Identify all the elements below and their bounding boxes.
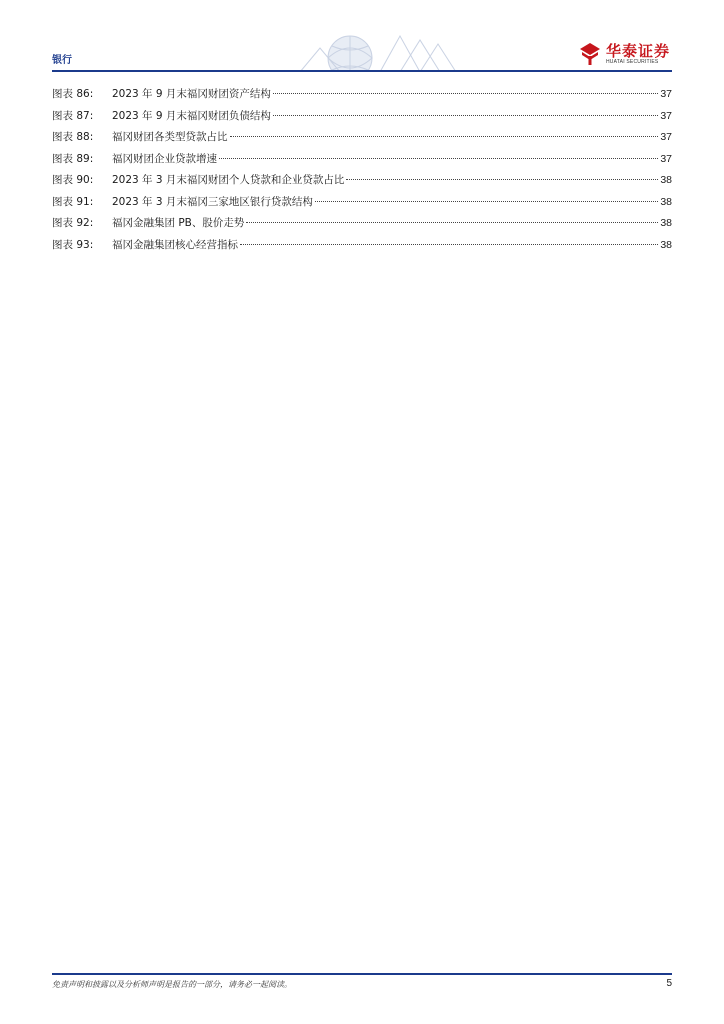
toc-title: 2023 年 3 月末福冈三家地区银行贷款结构 [112, 195, 313, 208]
toc-title: 2023 年 9 月末福冈财团负债结构 [112, 109, 271, 122]
footer-rule [52, 973, 672, 975]
header-rule [52, 70, 672, 72]
toc-leader [315, 200, 658, 202]
toc-label: 图表 89: [52, 152, 94, 165]
toc-entry[interactable] [52, 108, 672, 130]
footer-disclaimer: 免责声明和披露以及分析师声明是报告的一部分，请务必一起阅读。 [52, 980, 292, 989]
toc-entry[interactable] [52, 129, 672, 151]
toc-title: 福冈财团各类型贷款占比 [112, 131, 228, 143]
toc-label: 图表 92: [52, 217, 94, 229]
toc-leader [230, 135, 659, 137]
toc-label: 图表 88: [52, 131, 94, 143]
toc-page: 38 [660, 174, 672, 186]
header-section-label: 银行 [52, 55, 72, 66]
toc-page: 37 [660, 152, 672, 165]
toc-leader [246, 221, 658, 223]
toc-page: 38 [660, 238, 672, 251]
logo-mark-icon [578, 41, 602, 65]
toc-title: 2023 年 9 月末福冈财团资产结构 [112, 88, 271, 100]
toc-label: 图表 93: [52, 238, 94, 251]
toc-leader [219, 157, 658, 159]
header-decoration [280, 28, 470, 72]
toc-label: 图表 86: [52, 88, 94, 100]
toc-title: 福冈金融集团 PB、股价走势 [112, 217, 245, 229]
logo-text-en: HUATAI SECURITIES [606, 59, 659, 65]
toc-leader [273, 92, 658, 94]
logo-text-cn: 华泰证券 [606, 42, 671, 60]
toc-label: 图表 91: [52, 195, 94, 208]
toc-entry[interactable] [52, 237, 672, 259]
toc-title: 福冈金融集团核心经营指标 [112, 238, 238, 251]
toc-page: 37 [660, 88, 672, 100]
toc-leader [273, 114, 658, 116]
toc-label: 图表 87: [52, 109, 94, 122]
toc-leader [240, 243, 658, 245]
toc-page: 37 [660, 109, 672, 122]
toc-label: 图表 90: [52, 174, 94, 186]
page-number: 5 [666, 978, 672, 989]
table-of-figures [52, 86, 672, 258]
toc-page: 38 [660, 217, 672, 229]
toc-page: 37 [660, 131, 672, 143]
toc-entry[interactable] [52, 151, 672, 173]
toc-entry[interactable] [52, 215, 672, 237]
toc-page: 38 [660, 195, 672, 208]
toc-leader [346, 178, 658, 180]
toc-entry[interactable] [52, 194, 672, 216]
brand-logo [578, 40, 674, 68]
toc-title: 2023 年 3 月末福冈财团个人贷款和企业贷款占比 [112, 174, 345, 186]
toc-entry[interactable] [52, 86, 672, 108]
toc-title: 福冈财团企业贷款增速 [112, 152, 217, 165]
toc-entry[interactable] [52, 172, 672, 194]
